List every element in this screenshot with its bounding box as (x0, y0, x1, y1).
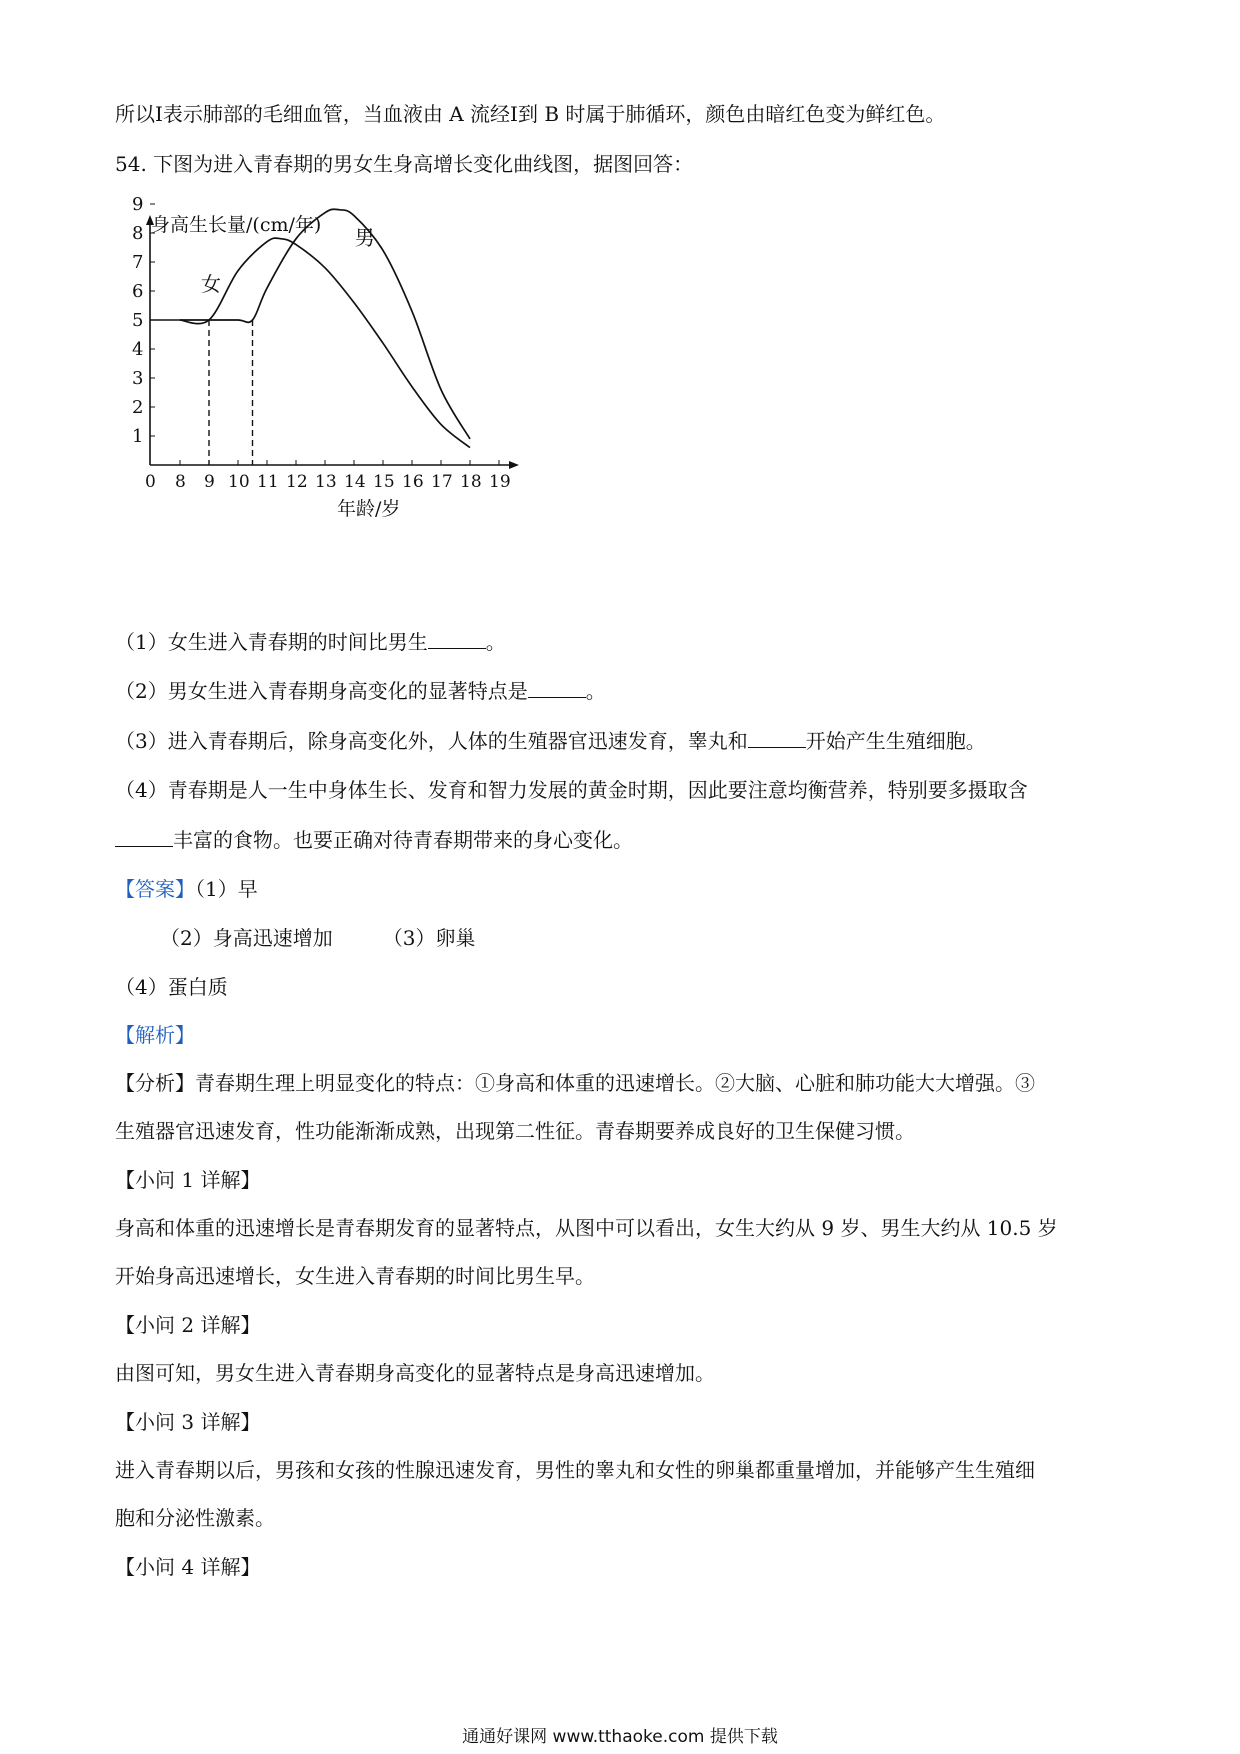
y-tick-label: 9 (132, 194, 144, 215)
chart-x-label: 年龄/岁 (337, 498, 401, 520)
question-number: 54. (115, 152, 147, 176)
detail-2-title: 【小问 2 详解】 (115, 1313, 261, 1337)
x-tick-label: 19 (489, 472, 511, 492)
detail-3-line-2: 胞和分泌性激素。 (115, 1506, 275, 1530)
subquestion-2 (115, 677, 606, 705)
x-tick-label: 0 (145, 472, 156, 492)
analysis-tag: 【解析】 (115, 1023, 195, 1047)
answer-blank-1 (428, 630, 486, 649)
subquestion-3-text: （3）进入青春期后，除身高变化外，人体的生殖器官迅速发育，睾丸和 (115, 729, 748, 753)
question-text: 下图为进入青春期的男女生身高增长变化曲线图，据图回答： (153, 152, 694, 176)
subquestion-1-end: 。 (485, 630, 506, 654)
x-tick-label: 13 (315, 472, 337, 492)
subquestion-2-end: 。 (585, 679, 606, 703)
question-stem (115, 150, 693, 178)
y-tick-label: 3 (132, 368, 144, 389)
y-tick-label: 6 (132, 281, 144, 302)
detail-4-title: 【小问 4 详解】 (115, 1555, 261, 1579)
chart-y-label: 身高生长量/(cm/年) (151, 214, 322, 236)
x-axis-arrow (509, 461, 519, 469)
detail-3-line-1: 进入青春期以后，男孩和女孩的性腺迅速发育，男性的睾丸和女性的卵巢都重量增加，并能够产生生殖细 (115, 1458, 1035, 1482)
analysis-line-1 (115, 1069, 1035, 1097)
answer-line-2 (160, 924, 475, 952)
series-label-female: 女 (201, 272, 221, 296)
y-tick-label: 4 (132, 339, 144, 360)
answer-3: （3）卵巢 (382, 926, 476, 950)
subquestion-3 (115, 727, 986, 755)
subquestion-4-end: 丰富的食物。也要正确对待青春期带来的身心变化。 (173, 828, 633, 852)
answer-1: （1）早 (195, 877, 258, 901)
analysis-subtag: 【分析】 (115, 1071, 195, 1095)
detail-1-line-2: 开始身高迅速增长，女生进入青春期的时间比男生早。 (115, 1264, 595, 1288)
subquestion-4 (115, 776, 1028, 804)
x-tick-label: 17 (431, 472, 453, 492)
subquestion-4-cont (115, 826, 633, 854)
x-tick-label: 12 (286, 472, 308, 492)
x-tick-label: 11 (257, 472, 279, 492)
y-tick-label: 1 (132, 426, 144, 447)
subquestion-4-text: （4）青春期是人一生中身体生长、发育和智力发展的黄金时期，因此要注意均衡营养，特别要多摄取含 (115, 778, 1028, 802)
subquestion-1-text: （1）女生进入青春期的时间比男生 (115, 630, 428, 654)
detail-1-title: 【小问 1 详解】 (115, 1168, 261, 1192)
answer-tag: 【答案】 (115, 877, 195, 901)
series-label-male: 男 (354, 225, 375, 250)
detail-1-line-1: 身高和体重的迅速增长是青春期发育的显著特点，从图中可以看出，女生大约从 9 岁、男生大约从 10.5 岁 (115, 1216, 1058, 1240)
subquestion-2-text: （2）男女生进入青春期身高变化的显著特点是 (115, 679, 528, 703)
y-tick-label: 2 (132, 397, 144, 418)
y-tick-label: 5 (132, 310, 144, 331)
answer-2: （2）身高迅速增加 (160, 926, 333, 950)
answer-blank-2 (528, 679, 586, 698)
answer-blank-4 (115, 828, 173, 847)
x-tick-label: 18 (460, 472, 482, 492)
x-tick-label: 14 (344, 472, 366, 492)
answer-blank-3 (748, 729, 806, 748)
y-tick-label: 8 (132, 223, 144, 244)
series-line-female (180, 238, 470, 448)
previous-answer-tail: 所以Ⅰ表示肺部的毛细血管，当血液由 A 流经Ⅰ到 B 时属于肺循环，颜色由暗红色变为鲜红色。 (115, 102, 946, 126)
analysis-line-2: 生殖器官迅速发育，性功能渐渐成熟，出现第二性征。青春期要养成良好的卫生保健习惯。 (115, 1119, 915, 1143)
subquestion-1 (115, 628, 506, 656)
series-line-male (180, 209, 470, 439)
page-footer: 通通好课网 www.tthaoke.com 提供下载 (462, 1727, 778, 1747)
x-tick-label: 15 (373, 472, 395, 492)
answer-4: （4）蛋白质 (115, 975, 228, 999)
x-tick-label: 16 (402, 472, 424, 492)
y-tick-label: 7 (132, 252, 144, 273)
x-tick-label: 8 (175, 472, 186, 492)
subquestion-3-end: 开始产生生殖细胞。 (805, 729, 986, 753)
answer-line-1 (115, 875, 258, 903)
growth-chart (125, 194, 511, 525)
analysis-text-1: 青春期生理上明显变化的特点：①身高和体重的迅速增长。②大脑、心脏和肺功能大大增强。③ (195, 1071, 1035, 1095)
detail-2-line-1: 由图可知，男女生进入青春期身高变化的显著特点是身高迅速增加。 (115, 1361, 715, 1385)
x-tick-label: 10 (228, 472, 250, 492)
x-tick-label: 9 (204, 472, 215, 492)
detail-3-title: 【小问 3 详解】 (115, 1410, 261, 1434)
